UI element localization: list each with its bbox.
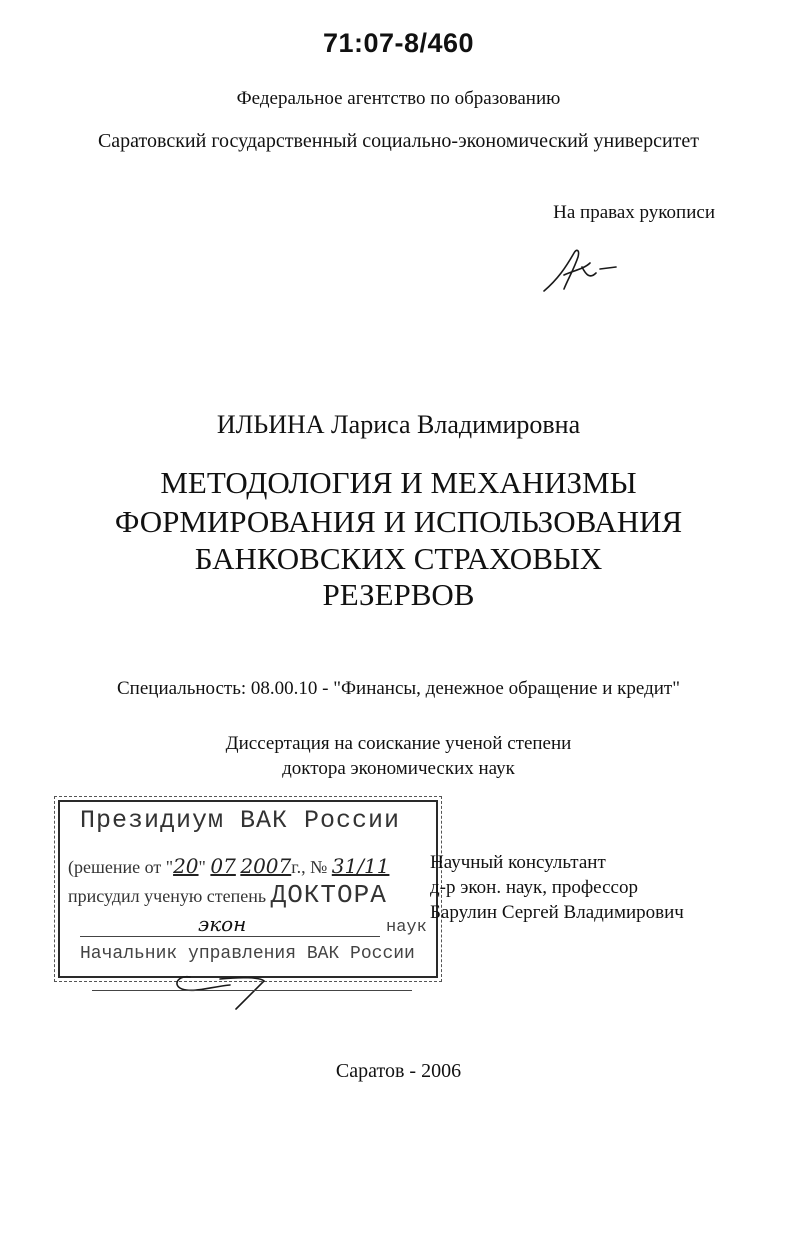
university-name: Саратовский государственный социально-экономический университет bbox=[97, 130, 700, 152]
degree-text: ДОКТОРА bbox=[270, 880, 387, 910]
awarded-text: присудил ученую степень bbox=[68, 886, 267, 906]
title-line: БАНКОВСКИХ СТРАХОВЫХ bbox=[194, 541, 603, 576]
signature-line bbox=[92, 990, 412, 991]
decision-day: 20 bbox=[173, 854, 199, 878]
chief-signature bbox=[160, 965, 280, 1010]
sciences-word: наук bbox=[386, 918, 427, 937]
author-signature bbox=[538, 245, 628, 300]
decision-year: 2007 bbox=[240, 854, 292, 878]
title-line: МЕТОДОЛОГИЯ И МЕХАНИЗМЫ bbox=[160, 465, 637, 500]
author-name: ИЛЬИНА Лариса Владимировна bbox=[216, 410, 581, 439]
city-year: Саратов - 2006 bbox=[335, 1060, 462, 1082]
decision-month: 07 bbox=[210, 854, 236, 878]
document-code: 71:07-8/460 bbox=[322, 28, 475, 58]
stamp-awarded bbox=[68, 880, 387, 910]
stamp-title: Президиум ВАК России bbox=[80, 806, 401, 835]
stamp-decision bbox=[68, 854, 389, 878]
consultant-name: Барулин Сергей Владимирович bbox=[430, 902, 684, 923]
decision-sep: " bbox=[198, 857, 206, 877]
agency-name: Федеральное агентство по образованию bbox=[236, 88, 561, 109]
title-line: РЕЗЕРВОВ bbox=[322, 577, 475, 612]
stamp-chief: Начальник управления ВАК России bbox=[80, 944, 415, 964]
rights-note: На правах рукописи bbox=[553, 202, 715, 223]
consultant-label: Научный консультант bbox=[430, 852, 606, 873]
decision-prefix: (решение от " bbox=[68, 857, 174, 877]
field-underline bbox=[80, 936, 380, 937]
specialty: Специальность: 08.00.10 - "Финансы, денежное обращение и кредит" bbox=[117, 678, 680, 699]
consultant-degree: д-р экон. наук, профессор bbox=[430, 877, 638, 898]
decision-number-label: г., № bbox=[291, 857, 328, 877]
title-line: ФОРМИРОВАНИЯ И ИСПОЛЬЗОВАНИЯ bbox=[114, 504, 683, 539]
decision-number: 31/11 bbox=[331, 854, 390, 878]
dissertation-line: доктора экономических наук bbox=[282, 758, 515, 779]
science-field: экон bbox=[198, 912, 247, 936]
dissertation-line: Диссертация на соискание ученой степени bbox=[225, 733, 572, 754]
